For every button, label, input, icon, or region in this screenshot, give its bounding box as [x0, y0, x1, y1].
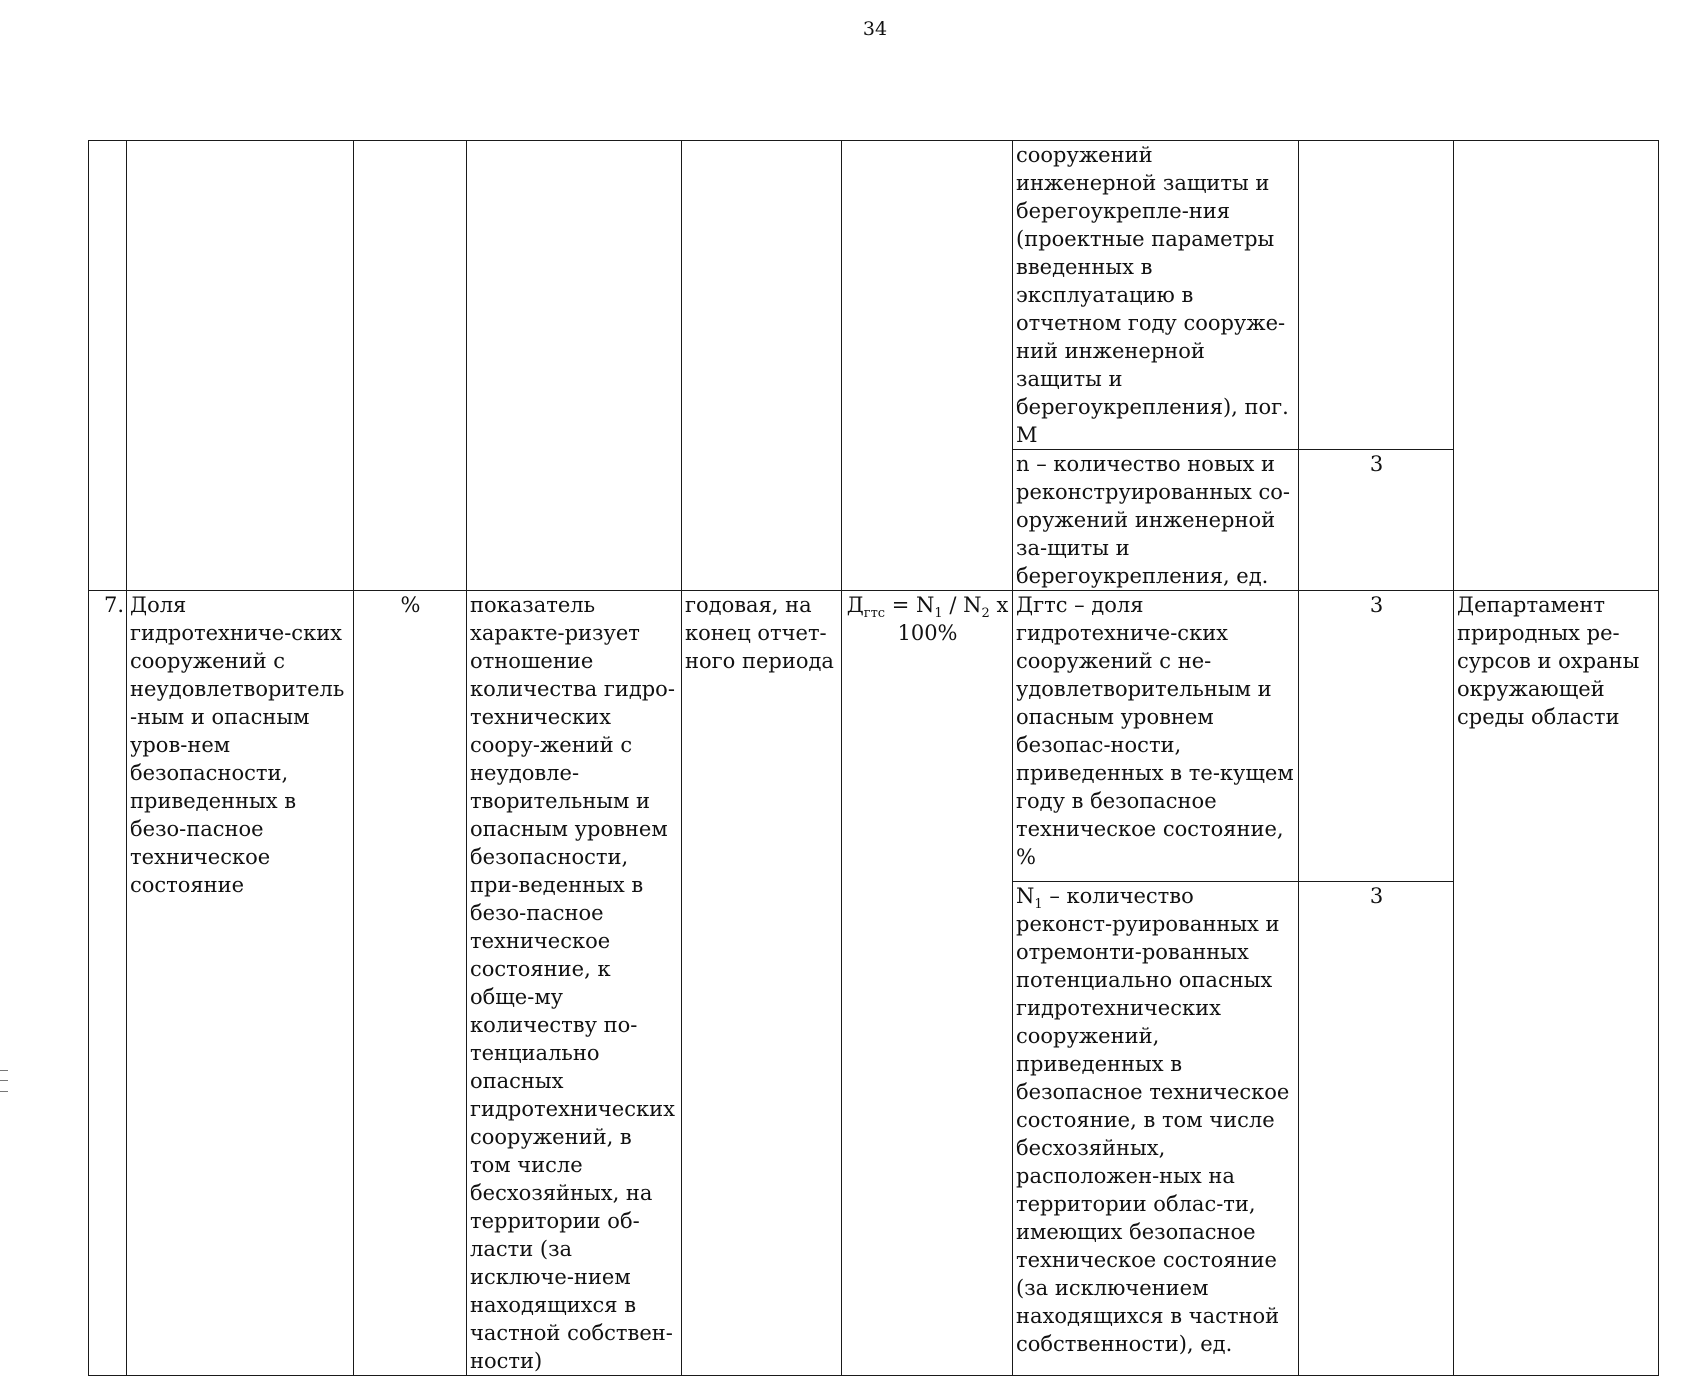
variable-n1-source: 3	[1299, 882, 1454, 1376]
formula-times: x	[989, 593, 1009, 617]
variable-n1	[1013, 882, 1299, 1376]
cell-variable-n: n – количество новых и реконструированных со-оружений инженерной за-щиты и берегоукрепления, ед.	[1013, 450, 1299, 591]
continuation-row	[89, 141, 1659, 450]
formula-equals-n: = N	[885, 593, 935, 617]
responsible-authority: Департамент природных ре-сурсов и охраны окружающей среды области	[1454, 591, 1659, 1376]
cell-variable-n-source: 3	[1299, 450, 1454, 591]
variable-n1-subscript: 1	[1034, 897, 1043, 913]
variable-dgts-source: 3	[1299, 591, 1454, 882]
cell-empty-unit	[354, 141, 467, 591]
cell-variable-top-source	[1299, 141, 1454, 450]
variable-n1-text: – количество реконст-руированных и отремонти-рованных потенциально опасных гидротехнических сооружений, приведенных в безопасное техническое состояние, в том числе бесхозяйных, расположен-ных на территории облас-ти, имеющих безопасное техническое состояние (за исключением находящихся в частной собственности), ед.	[1016, 884, 1290, 1356]
variable-dgts: Дгтс – доля гидротехниче-ских сооружений с не-удовлетворительным и опасным уровнем безопас-ности, приведенных в те-кущем году в безопасное техническое состояние, %	[1013, 591, 1299, 882]
indicator-definition: показатель характе-ризует отношение количества гидро-технических соору-жений с неудовле-творительным и опасным уровнем безопасности, при-веденных в безо-пасное техническое состояние, к обще-му количеству по-тенциально опасных гидротехнических сооружений, в том числе бесхозяйных, на территории об-ласти (за исключе-нием находящихся в частной собствен-ности)	[467, 591, 682, 1376]
page-number: 34	[862, 18, 888, 40]
calculation-formula	[842, 591, 1013, 1376]
table-row-7	[89, 591, 1659, 882]
variable-n1-symbol: N	[1016, 884, 1035, 908]
cell-variable-top: сооружений инженерной защиты и берегоукрепле-ния (проектные параметры введенных в эксплуатацию в отчетном году сооруже-ний инженерной защиты и берегоукрепления), пог. М	[1013, 141, 1299, 450]
cell-empty-formula	[842, 141, 1013, 591]
cell-empty-name	[127, 141, 354, 591]
indicator-name: Доля гидротехниче-ских сооружений с неудовлетворитель-ным и опасным уров-нем безопасности, приведенных в безо-пасное техническое состояние	[127, 591, 354, 1376]
formula-d-subscript: гтс	[863, 606, 886, 622]
cell-empty-periodicity	[682, 141, 842, 591]
periodicity: годовая, на конец отчет-ного периода	[682, 591, 842, 1376]
row-number: 7.	[89, 591, 127, 1376]
cell-empty-number	[89, 141, 127, 591]
formula-divide-n: / N	[942, 593, 982, 617]
indicators-table	[88, 140, 1659, 1376]
formula-n1-subscript: 1	[934, 606, 943, 622]
formula-percent: 100%	[897, 621, 958, 645]
unit-of-measure: %	[354, 591, 467, 1376]
formula-d: Д	[846, 593, 864, 617]
scan-edge-mark	[0, 1070, 8, 1092]
cell-empty-definition	[467, 141, 682, 591]
cell-empty-responsible	[1454, 141, 1659, 591]
formula-n2-subscript: 2	[981, 606, 990, 622]
